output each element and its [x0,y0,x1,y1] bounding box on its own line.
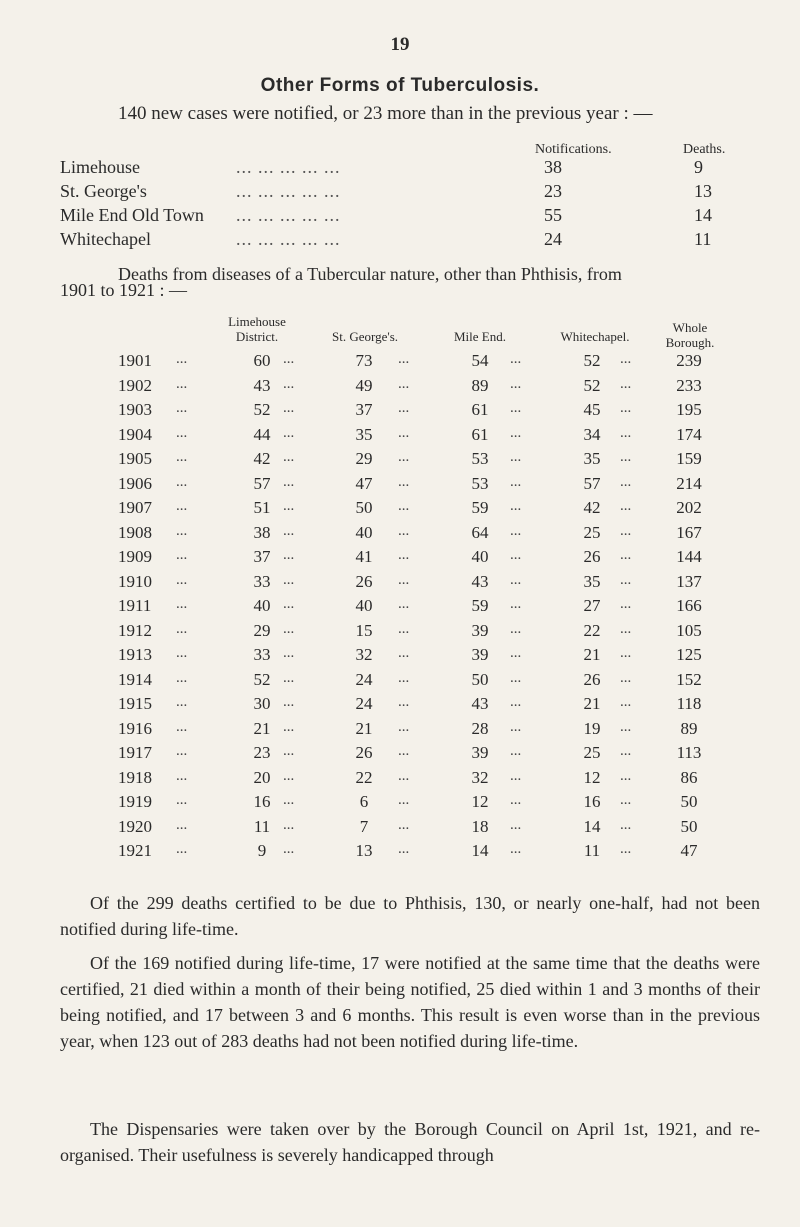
mile-end-value: 28 [471,718,489,738]
deaths-row [0,474,800,500]
whitechapel-value: 52 [583,375,601,395]
leader-dots: ... [176,743,188,759]
mile-end-value: 59 [471,596,489,615]
limehouse-value: 16 [253,792,271,811]
leader-dots: ... [510,375,522,392]
leader-dots: ... [620,669,632,686]
leader-dots: ... [620,645,632,661]
whole-borough-value: 167 [676,522,702,542]
whole-borough-value: 166 [676,596,702,615]
leader-dots: ... [398,718,410,735]
deaths-row [0,768,800,794]
leader-dots: ... [176,351,188,367]
section-heading: Other Forms of Tuberculosis. [260,75,540,96]
whole-borough-value: 125 [676,645,702,664]
leader-dots: ... [620,449,632,465]
paragraph-dispensaries [60,1116,760,1168]
leader-dots: ... [398,694,410,710]
year-value: 1921 [118,841,152,860]
leader-dots: ... [176,816,188,833]
district-name: Limehouse [60,157,140,177]
limehouse-value: 23 [253,743,271,762]
year-value: 1906 [118,473,152,493]
limehouse-value: 40 [253,596,271,615]
deaths-row [0,425,800,451]
leader-dots: ... [398,743,410,759]
leader-dots: ... [398,473,410,490]
leader-dots: ... [620,571,632,588]
leader-dots: ... [620,743,632,759]
leader-dots: ... [398,792,410,808]
mile-end-value: 18 [471,816,489,836]
whole-borough-value: 137 [676,571,702,591]
whitechapel-value: 57 [583,473,601,493]
st-georges-value: 47 [355,473,373,493]
whitechapel-value: 35 [583,449,601,468]
leader-dots: ... [283,424,295,441]
leader-dots: ... [176,400,188,416]
whole-borough-value: 118 [676,694,702,713]
leader-dots: ... [510,767,522,784]
header-whitechapel: Whitechapel. [560,329,630,344]
leader-dots: ... [510,547,522,563]
leader-dots: ... [283,694,295,710]
leader-dots: ... [176,547,188,563]
year-value: 1909 [118,547,152,566]
whole-borough-value: 113 [676,743,702,762]
st-georges-value: 40 [355,596,373,615]
mile-end-value: 61 [471,400,489,419]
deaths-row [0,719,800,745]
paragraph-phthisis [60,890,760,942]
leader-dots: ... [176,449,188,465]
limehouse-value: 20 [253,767,271,787]
mile-end-value: 59 [471,498,489,517]
leader-dots: ... [510,473,522,490]
whitechapel-value: 25 [583,743,601,762]
limehouse-value: 33 [253,571,271,591]
notifications-row [60,229,760,253]
deaths-row [0,498,800,524]
leader-dots: ... [283,351,295,367]
leader-dots: ... [176,792,188,808]
year-value: 1910 [118,571,152,591]
notifications-value: 55 [544,205,562,225]
whole-borough-value: 89 [680,718,698,738]
st-georges-value: 73 [355,351,373,370]
year-value: 1905 [118,449,152,468]
leader-dots: ... [620,620,632,637]
leader-dots: ... [510,694,522,710]
leader-dots: ... [398,571,410,588]
deaths-row [0,743,800,769]
leader-dots: ... [620,351,632,367]
leader-dots: ... [398,596,410,612]
leader-dots: ... [398,449,410,465]
leader-dots: ... [510,816,522,833]
whole-borough-value: 174 [676,424,702,444]
district-name: St. George's [60,181,147,201]
header-limehouse-line1: Limehouse [228,314,286,329]
deaths-row [0,523,800,549]
leader-dots: ... [176,620,188,637]
district-name: Mile End Old Town [60,205,204,225]
leader-dots: ... [510,571,522,588]
leader-dots: ... [398,669,410,686]
leader-dots: ... [283,498,295,514]
year-value: 1919 [118,792,152,811]
st-georges-value: 22 [355,767,373,787]
deaths-row [0,645,800,671]
leader-dots: ... [283,375,295,392]
mile-end-value: 53 [471,449,489,468]
whole-borough-value: 86 [680,767,698,787]
whitechapel-value: 27 [583,596,601,615]
whole-borough-value: 233 [676,375,702,395]
paragraph-notified-text: Of the 169 notified during life-time, 17 were notified at the same time that the deaths were certified, 21 died within a month of their being notified, 25 died within 1 and 3 months of their being notified, and 17 between 3 and 6 months. This result is even worse than in the previous year, when 123 out of 283 deaths had not been notified during life-time. [60,953,760,1051]
whole-borough-value: 152 [676,669,702,689]
leader-dots: ... [510,424,522,441]
year-value: 1914 [118,669,152,689]
leader-dots: ... [510,498,522,514]
header-mile-end: Mile End. [454,329,506,344]
leader-dots: ... [283,571,295,588]
whole-borough-value: 214 [676,473,702,493]
deaths-row [0,792,800,818]
deaths-intro-line2: 1901 to 1921 : — [60,280,188,300]
st-georges-value: 15 [355,620,373,640]
leader-dots: ... ... ... ... ... [236,229,341,249]
whitechapel-value: 21 [583,694,601,713]
limehouse-value: 29 [253,620,271,640]
whitechapel-value: 16 [583,792,601,811]
mile-end-value: 12 [471,792,489,811]
st-georges-value: 24 [355,694,373,713]
notifications-value: 38 [544,157,562,177]
whitechapel-value: 25 [583,522,601,542]
leader-dots: ... [398,375,410,392]
st-georges-value: 32 [355,645,373,664]
paragraph-notified [60,950,760,1054]
leader-dots: ... [176,473,188,490]
whole-borough-value: 202 [676,498,702,517]
leader-dots: ... [620,792,632,808]
leader-dots: ... [176,498,188,514]
whole-borough-value: 144 [676,547,702,566]
leader-dots: ... [510,449,522,465]
mile-end-value: 39 [471,620,489,640]
limehouse-value: 30 [253,694,271,713]
whitechapel-value: 22 [583,620,601,640]
leader-dots: ... [176,718,188,735]
leader-dots: ... [283,522,295,539]
whole-borough-value: 239 [676,351,702,370]
leader-dots: ... ... ... ... ... [236,181,341,201]
header-whole-borough [650,320,730,350]
mile-end-value: 40 [471,547,489,566]
st-georges-value: 41 [355,547,373,566]
mile-end-value: 53 [471,473,489,493]
leader-dots: ... [398,816,410,833]
leader-dots: ... [510,645,522,661]
whitechapel-value: 21 [583,645,601,664]
deaths-intro-line1: Deaths from diseases of a Tubercular nature, other than Phthisis, from [118,264,622,284]
st-georges-value: 26 [355,571,373,591]
mile-end-value: 54 [471,351,489,370]
st-georges-value: 13 [355,841,373,860]
mile-end-value: 64 [471,522,489,542]
st-georges-value: 29 [355,449,373,468]
district-name: Whitechapel [60,229,151,249]
limehouse-value: 37 [253,547,271,566]
leader-dots: ... [283,669,295,686]
year-value: 1915 [118,694,152,713]
mile-end-value: 39 [471,743,489,762]
leader-dots: ... [510,669,522,686]
leader-dots: ... [398,400,410,416]
st-georges-value: 7 [359,816,369,836]
deaths-column-header: Deaths. [683,142,726,157]
leader-dots: ... [176,571,188,588]
mile-end-value: 14 [471,841,489,860]
leader-dots: ... [176,375,188,392]
mile-end-value: 61 [471,424,489,444]
leader-dots: ... [398,498,410,514]
notifications-row [60,181,760,205]
mile-end-value: 39 [471,645,489,664]
mile-end-value: 32 [471,767,489,787]
year-value: 1912 [118,620,152,640]
leader-dots: ... [176,424,188,441]
whole-borough-value: 159 [676,449,702,468]
deaths-row [0,449,800,475]
leader-dots: ... [620,767,632,784]
leader-dots: ... [176,669,188,686]
notifications-value: 24 [544,229,562,249]
whitechapel-value: 35 [583,571,601,591]
limehouse-value: 52 [253,669,271,689]
leader-dots: ... [510,743,522,759]
deaths-row [0,351,800,377]
leader-dots: ... [398,547,410,563]
limehouse-value: 52 [253,400,271,419]
deaths-value: 13 [694,181,712,201]
whitechapel-value: 11 [583,841,601,860]
deaths-row [0,596,800,622]
leader-dots: ... [176,767,188,784]
leader-dots: ... [620,841,632,857]
leader-dots: ... [398,645,410,661]
deaths-row [0,694,800,720]
st-georges-value: 35 [355,424,373,444]
leader-dots: ... [283,400,295,416]
leader-dots: ... [283,449,295,465]
leader-dots: ... [510,620,522,637]
st-georges-value: 6 [359,792,369,811]
leader-dots: ... [620,522,632,539]
mile-end-value: 43 [471,694,489,713]
year-value: 1917 [118,743,152,762]
leader-dots: ... [398,767,410,784]
whole-borough-value: 50 [680,792,698,811]
header-whole-line1: Whole [672,320,708,335]
leader-dots: ... [620,375,632,392]
paragraph-dispensaries-text: The Dispensaries were taken over by the Borough Council on April 1st, 1921, and re-organised. Their usefulness is severely handicapped through [60,1119,760,1165]
year-value: 1920 [118,816,152,836]
st-georges-value: 21 [355,718,373,738]
leader-dots: ... [510,522,522,539]
deaths-row [0,841,800,867]
st-georges-value: 50 [355,498,373,517]
leader-dots: ... [620,816,632,833]
leader-dots: ... [398,351,410,367]
deaths-row [0,400,800,426]
limehouse-value: 21 [253,718,271,738]
limehouse-value: 43 [253,375,271,395]
header-limehouse-line2: District. [235,329,279,344]
year-value: 1907 [118,498,152,517]
limehouse-value: 42 [253,449,271,468]
header-whole-line2: Borough. [665,335,715,350]
leader-dots: ... [283,816,295,833]
notifications-column-header: Notifications. [535,142,612,157]
whole-borough-value: 47 [680,841,698,860]
year-value: 1904 [118,424,152,444]
deaths-row [0,621,800,647]
st-georges-value: 24 [355,669,373,689]
st-georges-value: 40 [355,522,373,542]
limehouse-value: 60 [253,351,271,370]
deaths-intro [60,266,760,298]
year-value: 1911 [118,596,152,615]
year-value: 1916 [118,718,152,738]
leader-dots: ... [510,400,522,416]
limehouse-value: 38 [253,522,271,542]
header-st-georges: St. George's. [331,329,398,344]
mile-end-value: 43 [471,571,489,591]
leader-dots: ... [283,547,295,563]
deaths-value: 9 [694,157,703,177]
leader-dots: ... [620,400,632,416]
limehouse-value: 9 [257,841,267,860]
deaths-row [0,670,800,696]
deaths-row [0,817,800,843]
whitechapel-value: 14 [583,816,601,836]
deaths-row [0,547,800,573]
whitechapel-value: 26 [583,669,601,689]
whitechapel-value: 42 [583,498,601,517]
whole-borough-value: 195 [676,400,702,419]
leader-dots: ... [510,718,522,735]
whitechapel-value: 19 [583,718,601,738]
notifications-value: 23 [544,181,562,201]
limehouse-value: 57 [253,473,271,493]
leader-dots: ... [510,841,522,857]
leader-dots: ... [283,473,295,490]
leader-dots: ... [510,596,522,612]
leader-dots: ... [398,620,410,637]
leader-dots: ... [176,522,188,539]
leader-dots: ... [283,718,295,735]
notifications-row [60,157,760,181]
year-value: 1918 [118,767,152,787]
leader-dots: ... [283,645,295,661]
leader-dots: ... [283,767,295,784]
st-georges-value: 49 [355,375,373,395]
leader-dots: ... [620,424,632,441]
whitechapel-value: 45 [583,400,601,419]
leader-dots: ... [398,841,410,857]
leader-dots: ... [620,547,632,563]
leader-dots: ... [283,792,295,808]
leader-dots: ... [283,841,295,857]
st-georges-value: 37 [355,400,373,419]
limehouse-value: 33 [253,645,271,664]
year-value: 1908 [118,522,152,542]
leader-dots: ... [176,596,188,612]
deaths-value: 11 [694,229,712,249]
paragraph-phthisis-text: Of the 299 deaths certified to be due to Phthisis, 130, or nearly one-half, had not been notified during life-time. [60,893,760,939]
whitechapel-value: 52 [583,351,601,370]
year-value: 1903 [118,400,152,419]
leader-dots: ... [620,718,632,735]
mile-end-value: 89 [471,375,489,395]
limehouse-value: 11 [253,816,271,836]
leader-dots: ... ... ... ... ... [236,157,341,177]
deaths-value: 14 [694,205,712,225]
leader-dots: ... [620,498,632,514]
whole-borough-value: 50 [680,816,698,836]
page-number: 19 [390,34,410,55]
leader-dots: ... [283,596,295,612]
leader-dots: ... [620,596,632,612]
leader-dots: ... [398,424,410,441]
whole-borough-value: 105 [676,620,702,640]
whitechapel-value: 34 [583,424,601,444]
header-limehouse [212,314,302,344]
deaths-row [0,572,800,598]
year-value: 1913 [118,645,152,664]
leader-dots: ... [283,620,295,637]
leader-dots: ... [510,792,522,808]
leader-dots: ... ... ... ... ... [236,205,341,225]
leader-dots: ... [176,694,188,710]
st-georges-value: 26 [355,743,373,762]
year-value: 1901 [118,351,152,370]
leader-dots: ... [176,645,188,661]
notifications-row [60,205,760,229]
limehouse-value: 44 [253,424,271,444]
leader-dots: ... [398,522,410,539]
mile-end-value: 50 [471,669,489,689]
limehouse-value: 51 [253,498,271,517]
deaths-row [0,376,800,402]
leader-dots: ... [176,841,188,857]
leader-dots: ... [510,351,522,367]
whitechapel-value: 26 [583,547,601,566]
whitechapel-value: 12 [583,767,601,787]
leader-dots: ... [620,694,632,710]
leader-dots: ... [283,743,295,759]
leader-dots: ... [620,473,632,490]
intro-text: 140 new cases were notified, or 23 more than in the previous year : — [118,103,653,124]
year-value: 1902 [118,375,152,395]
